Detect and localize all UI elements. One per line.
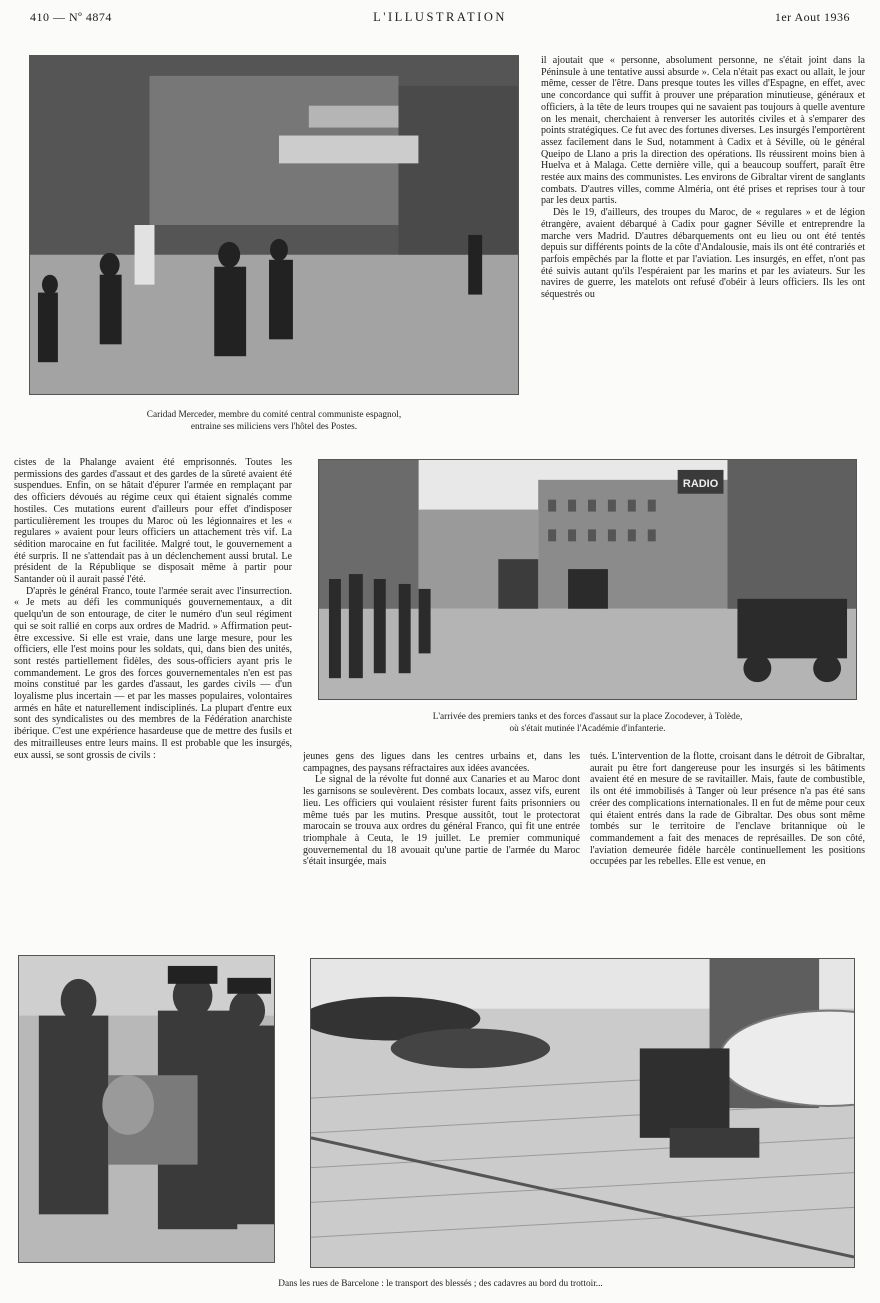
issue-date: 1er Aout 1936 xyxy=(774,10,850,24)
photo-bodies-sidewalk xyxy=(310,958,855,1268)
shop-sign-text: RADIO xyxy=(682,477,719,490)
caption-top: Caridad Merceder, membre du comité central communiste espagnol, entraine ses miliciens vers l'hôtel des Postes. xyxy=(146,410,402,432)
magazine-title: L'ILLUSTRATION xyxy=(373,10,507,24)
photo-toledo-square xyxy=(318,459,857,700)
caption-middle: L'arrivée des premiers tanks et des forces d'assaut sur la place Zocodever, à Tolède, où s'était mutinée l'Académie d'infanterie. xyxy=(432,712,743,734)
text-col-right-top: il ajoutait que « personne, absolument personne, ne s'était joint dans la Péninsule à une tentative aussi absurde ». Cela n'était pas exact ou allait, le jour même, cesser de l'être. Dans presque toutes les villes d'Espagne, en effet, avec une concordance qui suffit à prouver une préparation minutieuse, généraux et officiers, à la tête de leurs troupes qui ne savaient pas toujours à quelle aventure on les menait, cherchaient à renverser les autorités civiles et à s'emparer des points stratégiques. Ce fut avec des fortunes diverses. Les insurgés l'emportèrent assez facilement dans le Sud, notamment à Cadix et à Séville, où le général Queipo de Llano a pris la direction des opérations. Ils réussirent moins bien à Huelva et à Malaga. Cette dernière ville, qui a beaucoup souffert, paraît être restée aux mains des communistes. Les environs de Gibraltar virent de sanglants combats. D'autres villes, comme Alméria, ont été prises et reprises tour à tour par les deux partis. Dès le 19, d'ailleurs, des troupes du Maroc, de « regulares » et de légion étrangère, avaient débarqué à Cadix pour gagner Séville et entreprendre la marche vers Madrid. D'autres débarquements ont eu lieu ou ont été tentés depuis sur différents points de la côte d'Andalousie, mais ils ont été contrariés et parfois empêchés par la flotte et par l'aviation. Les insurgés, en effet, n'ont pas été suivis autant qu'ils l'espéraient par les marins et par les aviateurs. Sur les navires de guerre, les matelots ont refusé d'obéir à leurs officiers. Ils les ont séquestrés ou xyxy=(541,55,865,301)
page-number: 410 — Nº 4874 xyxy=(30,10,112,24)
caption-bottom: Dans les rues de Barcelone : le transport des blessés ; des cadavres au bord du trottoir... xyxy=(278,1279,603,1289)
photo-wounded-transport xyxy=(18,955,275,1263)
text-col-right-mid: tués. L'intervention de la flotte, croisant dans le détroit de Gibraltar, aurait pu être fort dangereuse pour les insurgés si les bâtiments avaient été en mesure de se ravitailler. Mais, faute de combustible, ils ont été immobilisés à Tanger où leur présence n'a pas été sans créer des complications internationales. Il en fut de même pour ceux qui étaient entrés dans la rade de Gibraltar. Des obus sont même tombés sur le territoire de l'enclave britannique où le commandement a fait des menaces de représailles. De son côté, l'aviation demeurée fidèle harcèle continuellement les positions occupées par les rebelles. Elle est venue, en xyxy=(590,751,865,868)
text-col-left-mid: cistes de la Phalange avaient été emprisonnés. Toutes les permissions des gardes d'assaut et des gardes de la sûreté avaient été suspendues. Enfin, on se hâtait d'épurer l'armée en remplaçant par des officiers dévoués au régime ceux qui étaient signalés comme hostiles. Ces mutations eurent d'ailleurs pour effet d'indisposer particulièrement les troupes du Maroc où les légionnaires et les « regulares » avaient pour leurs officiers un attachement très vif. La sédition marocaine en fut facilitée. Malgré tout, le gouvernement a été surpris. Il ne s'attendait pas à un déclenchement aussi brutal. Le président de la République se disposait même à partir pour Santander où il aurait passé l'été. D'après le général Franco, toute l'armée serait avec l'insurrection. « Je mets au défi les communiqués gouvernementaux, a dit quelqu'un de son entourage, de citer le numéro d'un seul régiment qui se soit rallié en corps aux ordres de Madrid. » Affirmation peut-être excessive. Si elle est vraie, dans une large mesure, pour les officiers, elle l'est moins pour les soldats, qui, dans bien des unités, sont restés partiellement fidèles, des sous-officiers ayant pris le commandement. Le gros des forces gouvernementales n'en est pas moins constitué par les gardes d'assaut, les gardes civils — d'un loyalisme plus incertain — et par les masses populaires, volontaires armés en hâte et naturellement indisciplinés. La plupart d'entre eux sont des syndicalistes ou des membres de la Fédération anarchiste ibérique. C'est une expérience hasardeuse que de mettre des fusils et des mitrailleuses entre leurs mains. Il est probable que les insurgés, eux aussi, se sont grossis de civils : xyxy=(14,457,292,761)
text-col-mid-mid: jeunes gens des ligues dans les centres urbains et, dans les campagnes, des paysans réfractaires aux idées avancées. Le signal de la révolte fut donné aux Canaries et au Maroc dont les garnisons se soulevèrent. Des combats locaux, assez vifs, eurent lieu. Les officiers qui voulaient résister furent faits prisonniers ou même tués par les mutins. Presque aussitôt, tout le protectorat marocain se trouva aux ordres du général Franco, qui fit une entrée triomphale à Ceuta, le 19 juillet. Le premier communiqué gouvernemental du 18 avouait qu'une partie de l'armée du Maroc s'était insurgée, mais xyxy=(303,751,580,868)
photo-milicians-street xyxy=(29,55,519,395)
